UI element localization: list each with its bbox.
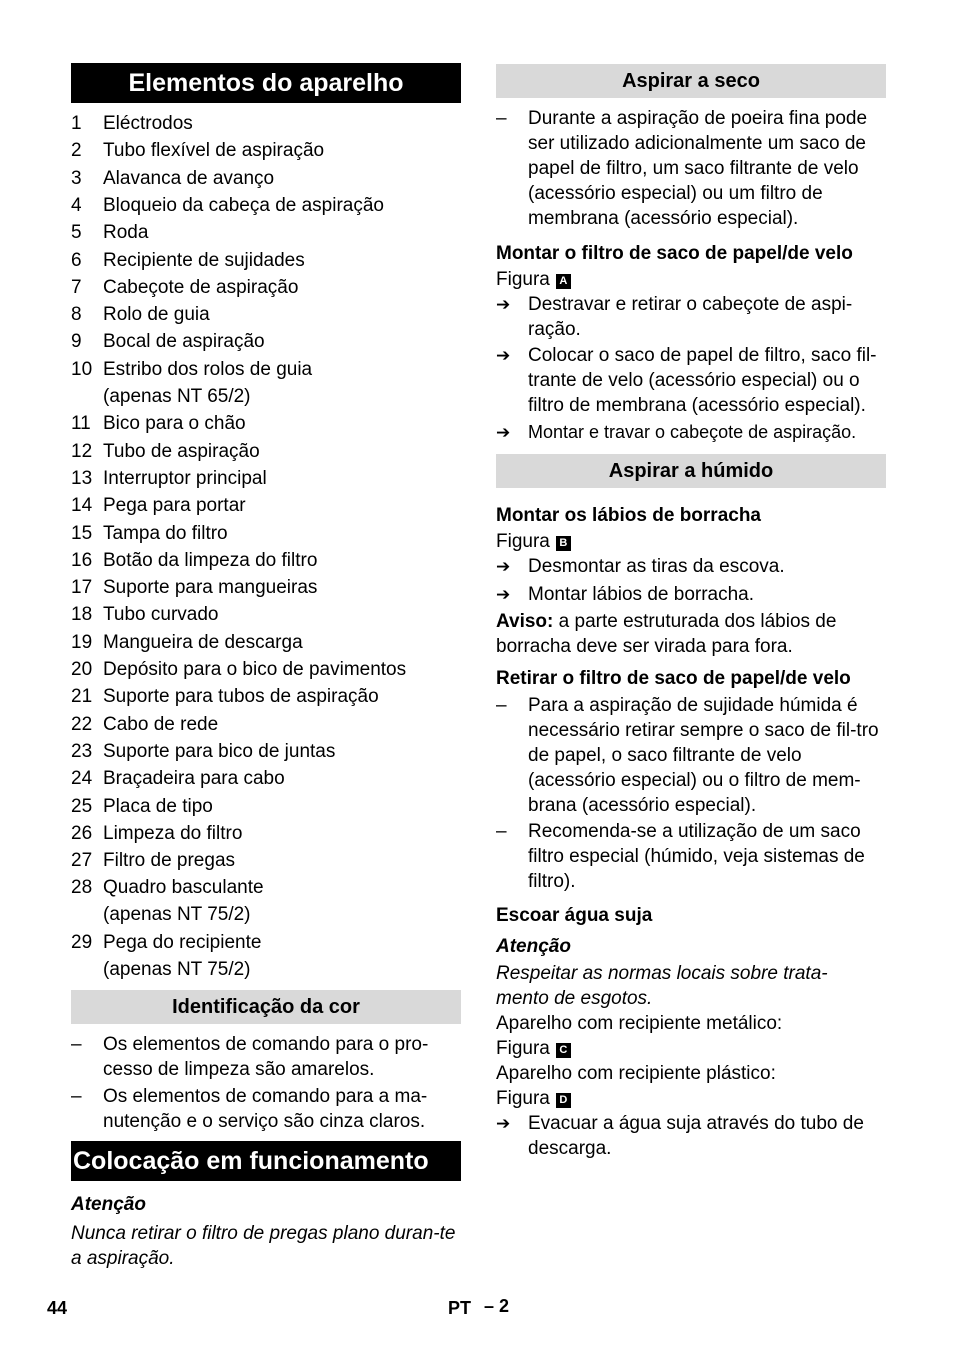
- list-item-number: 25: [71, 795, 93, 817]
- attention-text-1: Respeitar as normas locais sobre trata-: [496, 963, 828, 984]
- section-title-dry: Aspirar a seco: [496, 64, 886, 98]
- list-item-text: Pega do recipiente: [103, 932, 262, 953]
- list-item-text: Desmontar as tiras da escova.: [528, 556, 785, 577]
- list-item-number: 13: [71, 467, 93, 489]
- section-title-wet: Aspirar a húmido: [496, 454, 886, 488]
- list-item-number: 10: [71, 358, 93, 380]
- list-item-text: Cabo de rede: [103, 713, 219, 735]
- list-item-text: Tubo de aspiração: [103, 440, 260, 462]
- list-item-text: Recipiente de sujidades: [103, 249, 305, 271]
- list-item-text: Botão da limpeza do filtro: [103, 549, 318, 571]
- list-item-text: Para a aspiração de sujidade húmida é necessário retirar sempre o saco de fil-tro de papel, o saco filtrante de velo (acessório especial) ou o filtro de mem-brana (acessório especial).: [528, 695, 879, 816]
- figure-ref-d: Figura D: [496, 1086, 571, 1111]
- metal-container-text: Aparelho com recipiente metálico:: [496, 1013, 783, 1034]
- arrow-icon: ➔: [496, 1114, 511, 1133]
- list-item-text: Estribo dos rolos de guia: [103, 358, 313, 380]
- list-item-number: 8: [71, 304, 82, 326]
- plastic-container-text: Aparelho com recipiente plástico:: [496, 1063, 776, 1084]
- list-item-number: 15: [71, 522, 93, 544]
- list-item-text: Destravar e retirar o cabeçote de aspi-ração.: [528, 294, 853, 340]
- list-item-text: Montar lábios de borracha.: [528, 584, 755, 605]
- list-item-text: Colocar o saco de papel de filtro, saco fil-trante de velo (acessório especial) ou o filtro de membrana (acessório especial).: [528, 345, 877, 416]
- list-item-number: 22: [71, 713, 93, 735]
- list-item-text: Os elementos de comando para o pro-cesso de limpeza são amarelos.: [103, 1034, 429, 1080]
- figure-badge-b: B: [556, 536, 571, 551]
- arrow-icon: ➔: [496, 346, 511, 365]
- list-item-number: 6: [71, 249, 82, 271]
- list-item-text: Bloqueio da cabeça de aspiração: [103, 194, 384, 216]
- list-item-number: 24: [71, 768, 93, 790]
- list-item-number: 2: [71, 140, 82, 162]
- list-item-text: Placa de tipo: [103, 795, 213, 817]
- list-item-number: 4: [71, 194, 82, 216]
- list-item-text: Mangueira de descarga: [103, 631, 303, 653]
- list-item-number: 16: [71, 549, 93, 571]
- list-item-text: Cabeçote de aspiração: [103, 276, 299, 298]
- list-item-text: Bico para o chão: [103, 413, 246, 435]
- list-item-text: Roda: [103, 222, 149, 244]
- subheading-remove-bag: Retirar o filtro de saco de papel/de velo: [496, 668, 851, 689]
- list-item-text: Quadro basculante: [103, 877, 264, 899]
- notice-line-2: borracha deve ser virada para fora.: [496, 636, 793, 657]
- list-item-text-cont: (apenas NT 75/2): [103, 959, 251, 980]
- section-title-commissioning: Colocação em funcionamento: [71, 1141, 461, 1181]
- list-item-text: Rolo de guia: [103, 304, 210, 326]
- list-item-text: Eléctrodos: [103, 113, 193, 134]
- list-item-text: Bocal de aspiração: [103, 331, 265, 353]
- list-item-number: 17: [71, 577, 93, 599]
- list-item-text: Suporte para mangueiras: [103, 577, 318, 599]
- list-item-number: 18: [71, 604, 93, 626]
- attention-label-right: Atenção: [496, 936, 571, 957]
- list-item-text-cont: (apenas NT 75/2): [103, 904, 251, 926]
- list-item-text: Suporte para tubos de aspiração: [103, 686, 379, 708]
- section-title-color-id: Identificação da cor: [71, 990, 461, 1024]
- list-item-number: 26: [71, 822, 93, 844]
- footer-page-sub: – 2: [484, 1296, 510, 1316]
- figure-badge-a: A: [556, 274, 571, 289]
- arrow-icon: ➔: [496, 585, 511, 604]
- list-item-number: 23: [71, 740, 93, 762]
- list-item-text: Depósito para o bico de pavimentos: [103, 659, 407, 680]
- subheading-drain: Escoar água suja: [496, 905, 653, 926]
- section-title-device-elements: Elementos do aparelho: [71, 63, 461, 103]
- list-item-text: Os elementos de comando para a ma-nutenção e o serviço são cinza claros.: [103, 1086, 428, 1132]
- list-item-number: 9: [71, 331, 82, 353]
- list-item-number: 20: [71, 659, 93, 680]
- list-item-number: 19: [71, 631, 93, 653]
- list-item-text: Interruptor principal: [103, 467, 267, 489]
- figure-badge-d: D: [556, 1093, 571, 1108]
- list-item-text: Filtro de pregas: [103, 850, 236, 872]
- list-item-text: Montar e travar o cabeçote de aspiração.: [528, 422, 857, 442]
- arrow-icon: ➔: [496, 557, 511, 576]
- list-item-text: Evacuar a água suja através do tubo de descarga.: [528, 1113, 864, 1159]
- figure-ref-a: Figura A: [496, 267, 571, 292]
- list-item-number: 29: [71, 932, 93, 953]
- notice-label: Aviso:: [496, 611, 554, 632]
- list-item-number: 12: [71, 440, 93, 462]
- list-item-text: Suporte para bico de juntas: [103, 740, 336, 762]
- page-number: 44: [47, 1298, 68, 1318]
- figure-ref-b: Figura B: [496, 529, 571, 554]
- list-item-number: 5: [71, 222, 82, 244]
- list-item-number: 14: [71, 495, 93, 517]
- attention-label: Atenção: [71, 1194, 146, 1215]
- list-item-text: Limpeza do filtro: [103, 822, 243, 844]
- list-item-text: Braçadeira para cabo: [103, 768, 285, 790]
- list-item-text-cont: (apenas NT 65/2): [103, 385, 251, 407]
- list-item-text: Tubo flexível de aspiração: [103, 140, 325, 162]
- list-item-number: 3: [71, 167, 82, 189]
- list-item-number: 28: [71, 877, 93, 899]
- arrow-icon: ➔: [496, 423, 511, 442]
- attention-text-2: mento de esgotos.: [496, 988, 653, 1009]
- list-item-text: Durante a aspiração de poeira fina pode ser utilizado adicionalmente um saco de papel de filtro, um saco filtrante de velo (acessório especial) ou um filtro de membrana (acessório especial).: [528, 108, 868, 229]
- list-item-text: Tampa do filtro: [103, 522, 228, 544]
- list-item-number: 27: [71, 850, 93, 872]
- list-item-text: Pega para portar: [103, 495, 246, 517]
- list-item-text: Recomenda-se a utilização de um saco filtro especial (húmido, veja sistemas de filtro).: [528, 821, 865, 892]
- list-item-number: 7: [71, 276, 82, 298]
- arrow-icon: ➔: [496, 295, 511, 314]
- notice-line-1: Aviso: a parte estruturada dos lábios de: [496, 611, 837, 632]
- list-item-number: 1: [71, 113, 82, 134]
- footer-lang: PT: [448, 1298, 472, 1318]
- attention-text: Nunca retirar o filtro de pregas plano duran-te a aspiração.: [71, 1223, 456, 1269]
- list-item-text: Tubo curvado: [103, 604, 219, 626]
- subheading-mount-bag: Montar o filtro de saco de papel/de velo: [496, 243, 853, 264]
- figure-ref-c: Figura C: [496, 1036, 571, 1061]
- list-item-number: 11: [71, 413, 91, 435]
- list-item-number: 21: [71, 686, 93, 708]
- figure-badge-c: C: [556, 1043, 571, 1058]
- subheading-lips: Montar os lábios de borracha: [496, 505, 761, 526]
- list-item-text: Alavanca de avanço: [103, 167, 275, 189]
